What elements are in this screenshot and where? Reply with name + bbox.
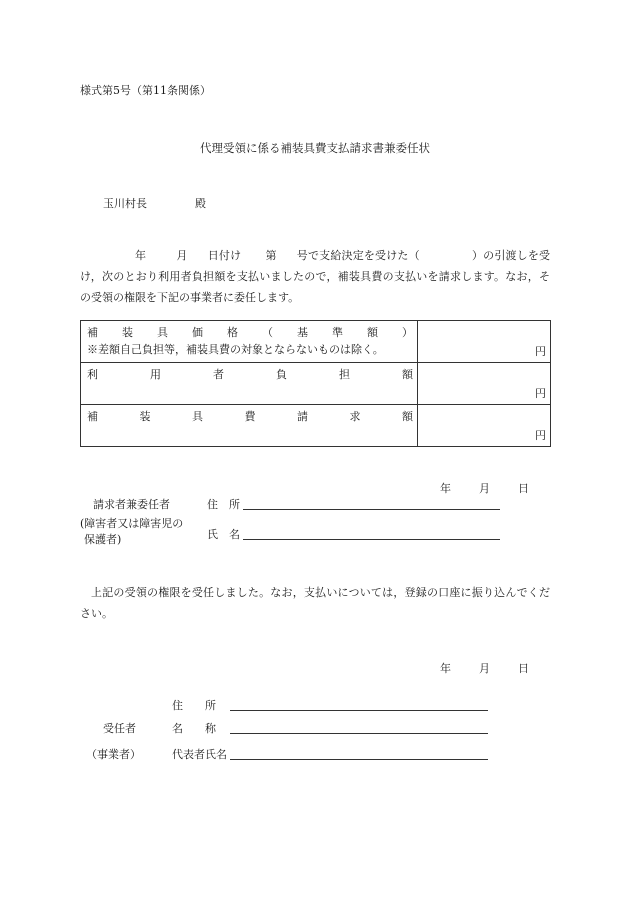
date-month: 月 bbox=[479, 662, 490, 675]
agent-rep-field[interactable] bbox=[230, 759, 488, 760]
claimant-address-field[interactable] bbox=[243, 509, 500, 510]
user-burden-cell[interactable] bbox=[418, 363, 551, 405]
claim-amount-cell[interactable] bbox=[418, 405, 551, 447]
document-title: 代理受領に係る補装具費支払請求書兼委任状 bbox=[200, 141, 430, 155]
standard-price-char: （ bbox=[262, 326, 273, 339]
addressee-honorific: 殿 bbox=[195, 197, 206, 210]
agent-name-field[interactable] bbox=[230, 733, 488, 734]
intro-year: 年 bbox=[135, 249, 147, 262]
intro-num-suffix: 号で支給決定を受けた（ bbox=[296, 249, 420, 262]
standard-price-char: 格 bbox=[227, 326, 238, 339]
user-burden-heading bbox=[87, 366, 413, 383]
standard-price-char: 額 bbox=[367, 326, 378, 339]
yen-unit: 円 bbox=[535, 429, 546, 442]
user-burden-char: 額 bbox=[402, 368, 413, 381]
intro-month: 月 bbox=[176, 249, 188, 262]
standard-price-note: ※差額自己負担等，補装具費の対象とならないものは除く。 bbox=[87, 343, 384, 356]
claimant-address-label: 住 所 bbox=[207, 498, 240, 511]
addressee-name: 玉川村長 bbox=[103, 197, 147, 210]
agent-role: 受任者 bbox=[103, 722, 136, 735]
yen-unit: 円 bbox=[535, 387, 546, 400]
standard-price-heading bbox=[87, 324, 413, 341]
standard-price-char: 価 bbox=[192, 326, 203, 339]
intro-after-blank: ）の引渡しを受け，次のとおり利用者負担額を支払いましたので，補装具費の支払いを請求します。なお，その受領の権限を下記の事業者に委任します。 bbox=[80, 249, 551, 304]
cost-table bbox=[80, 320, 551, 447]
user-burden-char: 負 bbox=[276, 368, 287, 381]
claim-amount-char: 請 bbox=[297, 410, 308, 423]
intro-paragraph bbox=[80, 245, 550, 308]
user-burden-char: 用 bbox=[150, 368, 161, 381]
table-row bbox=[81, 321, 551, 363]
table-row bbox=[81, 405, 551, 447]
standard-price-char: 基 bbox=[297, 326, 308, 339]
user-burden-char: 担 bbox=[339, 368, 350, 381]
claim-date[interactable] bbox=[440, 480, 529, 496]
claim-amount-char: 補 bbox=[87, 410, 98, 423]
claimant-role: 請求者兼委任者 bbox=[93, 498, 170, 511]
claim-amount-label bbox=[81, 405, 418, 447]
claim-amount-char: 求 bbox=[349, 410, 361, 423]
standard-price-char: ） bbox=[402, 326, 413, 339]
user-burden-label bbox=[81, 363, 418, 405]
claimant-note-line2: 保護者) bbox=[84, 533, 122, 546]
table-row bbox=[81, 363, 551, 405]
agent-address-field[interactable] bbox=[230, 710, 488, 711]
claim-amount-char: 額 bbox=[402, 410, 413, 423]
claimant-note-line1: (障害者又は障害児の bbox=[80, 517, 184, 530]
standard-price-char: 補 bbox=[87, 326, 98, 339]
standard-price-char: 装 bbox=[122, 326, 133, 339]
date-year: 年 bbox=[440, 482, 451, 495]
date-year: 年 bbox=[440, 662, 451, 675]
date-month: 月 bbox=[479, 482, 490, 495]
form-number: 様式第5号（第11条関係） bbox=[80, 84, 211, 97]
claimant-name-field[interactable] bbox=[243, 539, 500, 540]
user-burden-char: 者 bbox=[213, 368, 224, 381]
claimant-note bbox=[80, 516, 183, 548]
agent-address-label: 住 所 bbox=[172, 699, 216, 712]
intro-day: 日付け bbox=[207, 249, 242, 262]
standard-price-char: 具 bbox=[157, 326, 168, 339]
agent-role-sub: （事業者） bbox=[86, 748, 141, 761]
agent-name-label: 名 称 bbox=[172, 722, 216, 735]
user-burden-char: 利 bbox=[87, 368, 98, 381]
acceptance-paragraph: 上記の受領の権限を受任しました。なお，支払いについては，登録の口座に振り込んでください。 bbox=[80, 586, 550, 620]
standard-price-char: 準 bbox=[332, 326, 343, 339]
date-day: 日 bbox=[518, 662, 529, 675]
claim-amount-char: 費 bbox=[244, 410, 256, 423]
claim-amount-char: 具 bbox=[192, 410, 203, 423]
claim-amount-char: 装 bbox=[139, 410, 151, 423]
intro-num-prefix: 第 bbox=[265, 249, 277, 262]
date-day: 日 bbox=[518, 482, 529, 495]
claimant-name-label: 氏 名 bbox=[207, 528, 240, 541]
standard-price-label bbox=[81, 321, 418, 363]
standard-price-cell[interactable] bbox=[418, 321, 551, 363]
acceptance-date[interactable] bbox=[440, 660, 529, 676]
agent-rep-label: 代表者氏名 bbox=[172, 748, 227, 761]
claim-amount-heading bbox=[87, 408, 413, 425]
yen-unit: 円 bbox=[535, 345, 546, 358]
